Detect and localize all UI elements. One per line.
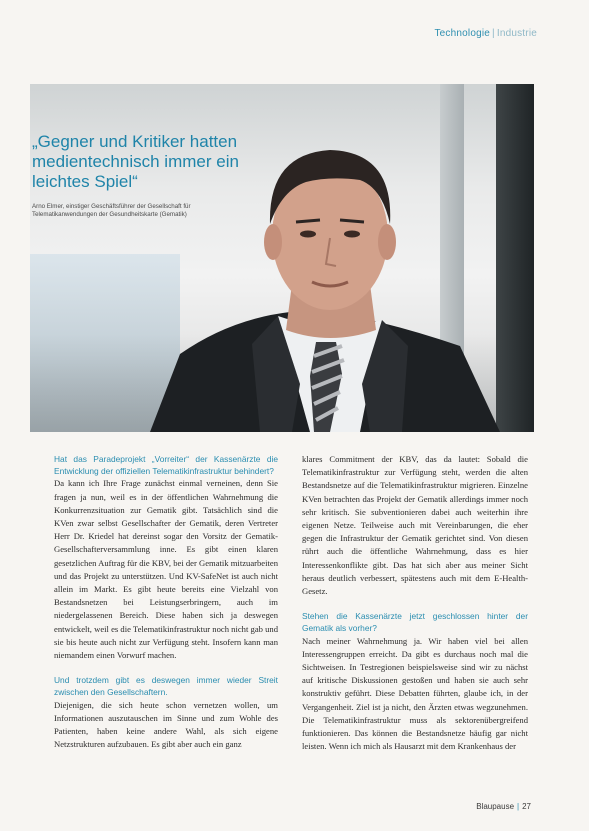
page-footer: Blaupause | 27 (476, 802, 531, 811)
header-separator: | (492, 28, 495, 39)
article-column-right (302, 453, 528, 753)
section-header (434, 28, 537, 39)
page-number: 27 (522, 802, 531, 811)
magazine-name: Blaupause (476, 802, 515, 811)
article-column-left (54, 453, 278, 751)
interview-answer: klares Commitment der KBV, das da lautet: Sobald die Telematikinfrastruktur zur Verfügung steht, werden die alten Bestandsnetze auf die Telematikinfrastruktur migrieren. Einzelne KVen betrachten das Projekt der Gematik allerdings immer noch sehr kritisch. Sie subventionieren dabei auch weiterhin ihre eigenen Netze. Teilweise auch mit Vereinbarungen, die eher gegen die Infrastruktur der Gematik gerichtet sind. Von diesen rührt auch die öffentliche Wahrnehmung, dass es hier Interessenkonflikte gibt. Das hat sich aber aus meiner Sicht heraus deutlich verbessert, spätestens auch mit dem E-Health-Gesetz. (302, 454, 528, 597)
header-subcategory: Industrie (496, 28, 537, 39)
interview-question: Stehen die Kassenärzte jetzt geschlossen hinter der Gematik als vorher? (302, 611, 528, 634)
interview-question: Hat das Paradeprojekt „Vorreiter“ der Kassenärzte die Entwicklung der offiziellen Telematikinfrastruktur behindert? (54, 454, 278, 477)
header-category: Technologie (434, 28, 491, 39)
interview-question: Und trotzdem gibt es deswegen immer wieder Streit zwischen den Gesellschaftern. (54, 675, 278, 698)
interview-answer: Nach meiner Wahrnehmung ja. Wir haben viel bei allen Interessengruppen erreicht. Da gibt es durchaus noch mal die Sichtweisen. In Testregionen beispielsweise sind wir zu nächst auf kritische Diskussionen gestoßen und haben sie auch sehr konstruktiv geführt. Diese Debatten führten, glaube ich, in der Vergangenheit. Ziel ist ja nicht, den Ärzten etwas wegzunehmen. Die Telematikinfrastruktur muss als sektorenübergreifend funktionieren. Das können die Bestandsnetze häufig gar nicht leisten. Wenn ich mich als Hausarzt mit dem Krankenhaus der (302, 635, 528, 752)
photo-caption: Arno Elmer, einstiger Geschäftsführer der Gesellschaft für Telematikanwendungen der Gesundheitskarte (Gematik) (32, 203, 191, 218)
pull-quote: „Gegner und Kritiker hatten medientechnisch immer ein leichtes Spiel“ (32, 132, 239, 191)
interview-answer: Da kann ich Ihre Frage zunächst einmal verneinen, denn Sie fragen ja nun, weil es in der öffentlichen Wahrnehmung die Konkurrenzsituation zur Gematik gibt. Tatsächlich sind die KVen zwar selbst Gesellschafter der Gematik, deren Vertreter Herr Dr. Kriedel hat dereinst sogar den Vorsitz der Gematik-Gesellschafterversammlung inne. Es gibt einen klaren gesetzlichen Auftrag für die KBV, bei der Gematik mitzuarbeiten und das Projekt zu unterstützen. Und KV-SafeNet ist auch nicht allein im Markt. Es gibt heute bereits eine Vielzahl von Bestandsnetzen bei Leistungserbringern, auch im niedergelassenen Bereich. Diese haben sich ja deswegen entwickelt, weil es die Telematikinfrastruktur noch nicht gab und sie bis heute auch nicht zur Verfügung steht. Insofern kann man niemandem einen Vorwurf machen. (54, 478, 278, 661)
interview-answer: Diejenigen, die sich heute schon vernetzen wollen, um Informationen auszutauschen im Sinne und zum Wohle des Patienten, haben keine andere Wahl, als sich eigene Netzstrukturen aufzubauen. Es gibt aber auch ein ganz (54, 699, 278, 750)
